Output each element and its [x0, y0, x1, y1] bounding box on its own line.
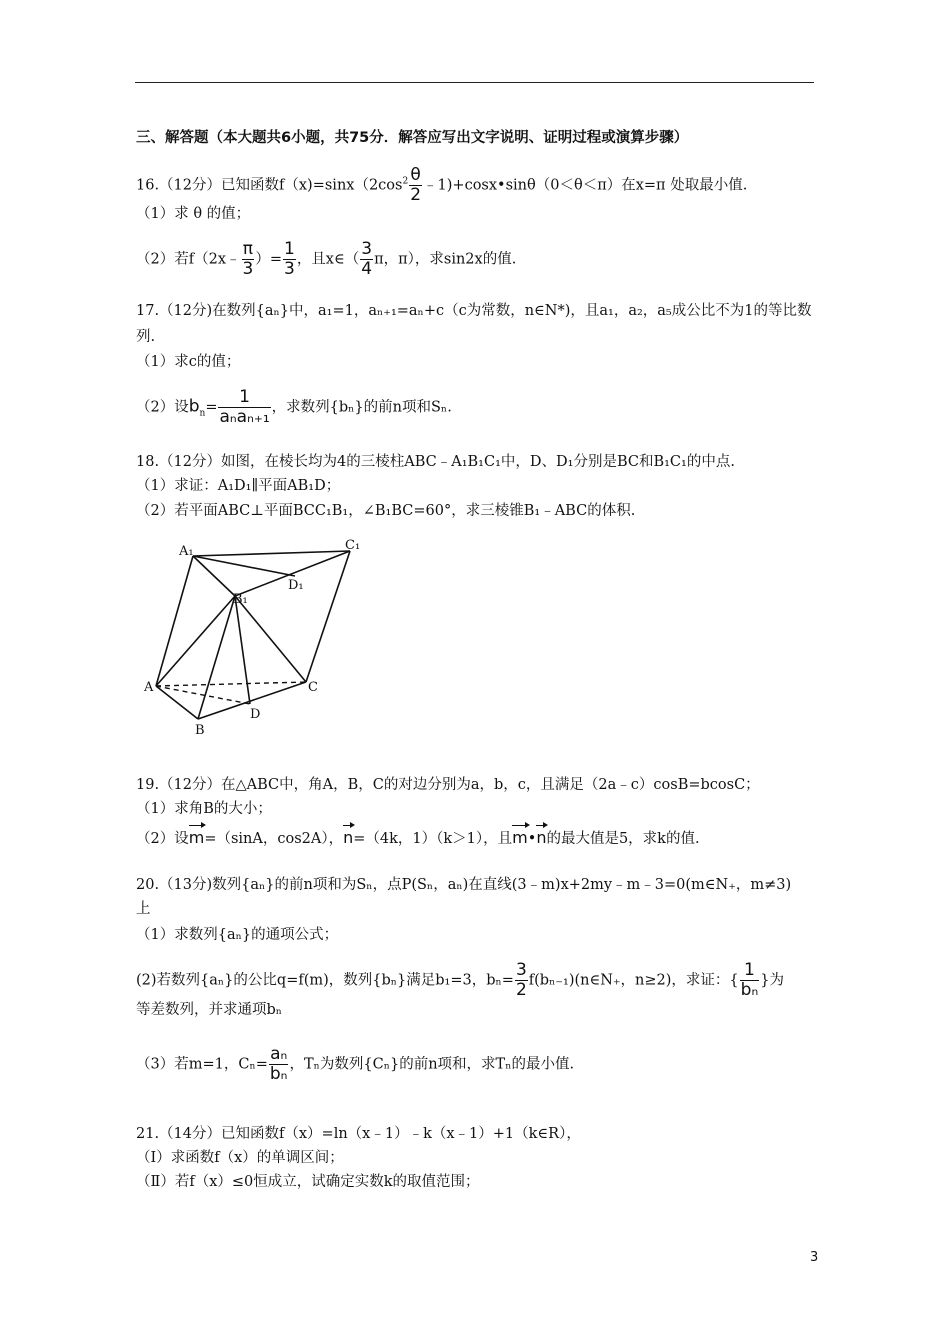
q17-line1: 17.（12分)在数列{aₙ}中，a₁=1，aₙ₊₁=aₙ+c（c为常数，n∈N*)，且a₁，a₂，a₅成公比不为1的等比数 [136, 303, 812, 319]
label-a1: A₁ [179, 544, 194, 559]
q16-square: 2 [402, 176, 409, 187]
label-a: A [144, 680, 154, 695]
q18-part1: （1）求证：A₁D₁∥平面AB₁D； [136, 478, 341, 494]
label-b1: B₁ [233, 592, 248, 607]
q17-line2: 列. [136, 329, 156, 345]
q18-line1: 18.（12分）如图，在棱长均为4的三棱柱ABC﹣A₁B₁C₁中，D、D₁分别是BC和B₁C₁的中点. [136, 454, 735, 470]
edge-b1a [156, 596, 235, 686]
q21-line1: 21.（14分）已知函数f（x）=ln（x﹣1）﹣k（x﹣1）+1（k∈R）， [136, 1126, 581, 1142]
q20-one-over-bn: $\frac{1}{\text{bₙ}}$ [740, 960, 759, 1000]
section-header: 三、解答题（本大题共6小题，共75分．解答应写出文字说明、证明过程或演算步骤） [136, 130, 689, 146]
q20-three-halves: $\frac{3}{2}$ [515, 960, 527, 1000]
q20-an-over-bn: $\frac{\text{aₙ}}{\text{bₙ}}$ [269, 1044, 288, 1084]
q20-part1: （1）求数列{aₙ}的通项公式； [136, 927, 339, 943]
edge-a1c1 [193, 551, 350, 556]
label-d: D [250, 707, 261, 722]
label-c1: C₁ [345, 538, 361, 553]
q19-part2: （2）设m=（sinA，cos2A），n=（4k，1）（k＞1），且m•n的最大值是5，求k的值. [136, 822, 700, 849]
q20-line2: 上 [136, 901, 151, 917]
q16-text-b: ﹣1)+cosx•sinθ（0＜θ＜π）在x=π 处取最小值. [423, 177, 748, 194]
vector-m-2: m [512, 822, 528, 848]
q17-part1: （1）求c的值； [136, 354, 241, 370]
q16-part2: （2）若f（2x﹣ $\frac{\pi}{3}$ ）= $\frac{1}{3}$ ，且x∈（ $\frac{3}{4}$ π，π），求sin2x的值. [136, 239, 517, 279]
label-c: C [308, 680, 318, 695]
prism-figure [138, 536, 368, 746]
q19-part1: （1）求角B的大小； [136, 801, 272, 817]
q18-part2: （2）若平面ABC⊥平面BCC₁B₁，∠B₁BC=60°，求三棱锥B₁﹣ABC的体积. [136, 503, 636, 519]
q16-three-quarters: $\frac{3}{4}$ [361, 239, 373, 279]
q16-pi-over-3: $\frac{\pi}{3}$ [242, 239, 254, 279]
vector-n-2: n [536, 822, 546, 848]
q21-part1: （Ⅰ）求函数f（x）的单调区间； [136, 1150, 344, 1166]
q20-part3: （3）若m=1，Cₙ= $\frac{\text{aₙ}}{\text{bₙ}}$ ，Tₙ为数列{Cₙ}的前n项和，求Tₙ的最小值. [136, 1044, 575, 1084]
label-b: B [195, 723, 205, 738]
q16-part1: （1）求 θ 的值； [136, 206, 251, 222]
edge-ab [156, 686, 198, 719]
q19-line1: 19.（12分）在△ABC中，角A，B，C的对边分别为a，b，c，且满足（2a﹣c）cosB=bcosC； [136, 777, 760, 793]
vector-m: m [189, 822, 205, 848]
q20-part2: (2)若数列{aₙ}的公比q=f(m)，数列{bₙ}满足b₁=3，bₙ= $\frac{3}{2}$ f(bₙ₋₁)(n∈N₊，n≥2)，求证：{ $\frac{1}{\text{bₙ}}$ }为 [136, 960, 784, 1000]
q17-fraction: $\frac{1}{\text{aₙaₙ₊₁}}$ [219, 387, 270, 427]
q20-line3: 等差数列，并求通项bₙ [136, 1002, 283, 1018]
edge-ac-hidden [156, 682, 306, 686]
q16-line1 [136, 166, 747, 205]
q16-fraction: $\frac{\theta}{2}$ [410, 165, 422, 205]
page-number: 3 [810, 1250, 819, 1265]
edge-a1a [156, 556, 193, 686]
edge-a1d1 [193, 556, 295, 576]
label-d1: D₁ [288, 578, 304, 593]
q20-line1: 20.（13分)数列{aₙ}的前n项和为Sₙ，点P(Sₙ，aₙ)在直线(3﹣m)x+2my﹣m﹣3=0(m∈N₊，m≠3) [136, 877, 792, 893]
q17-part2: （2）设$b_n=$ $\frac{1}{\text{aₙaₙ₊₁}}$ ，求数列{bₙ}的前n项和Sₙ. [136, 387, 452, 427]
q16-text-a: 16.（12分）已知函数f（x)=sinx（2cos [136, 177, 403, 194]
q21-part2: （Ⅱ）若f（x）≤0恒成立，试确定实数k的取值范围； [136, 1174, 480, 1190]
vector-n: n [343, 822, 353, 848]
edge-c1c [306, 551, 350, 682]
q16-one-third: $\frac{1}{3}$ [283, 239, 295, 279]
top-rule [135, 82, 814, 83]
edge-a1b1 [193, 556, 235, 596]
